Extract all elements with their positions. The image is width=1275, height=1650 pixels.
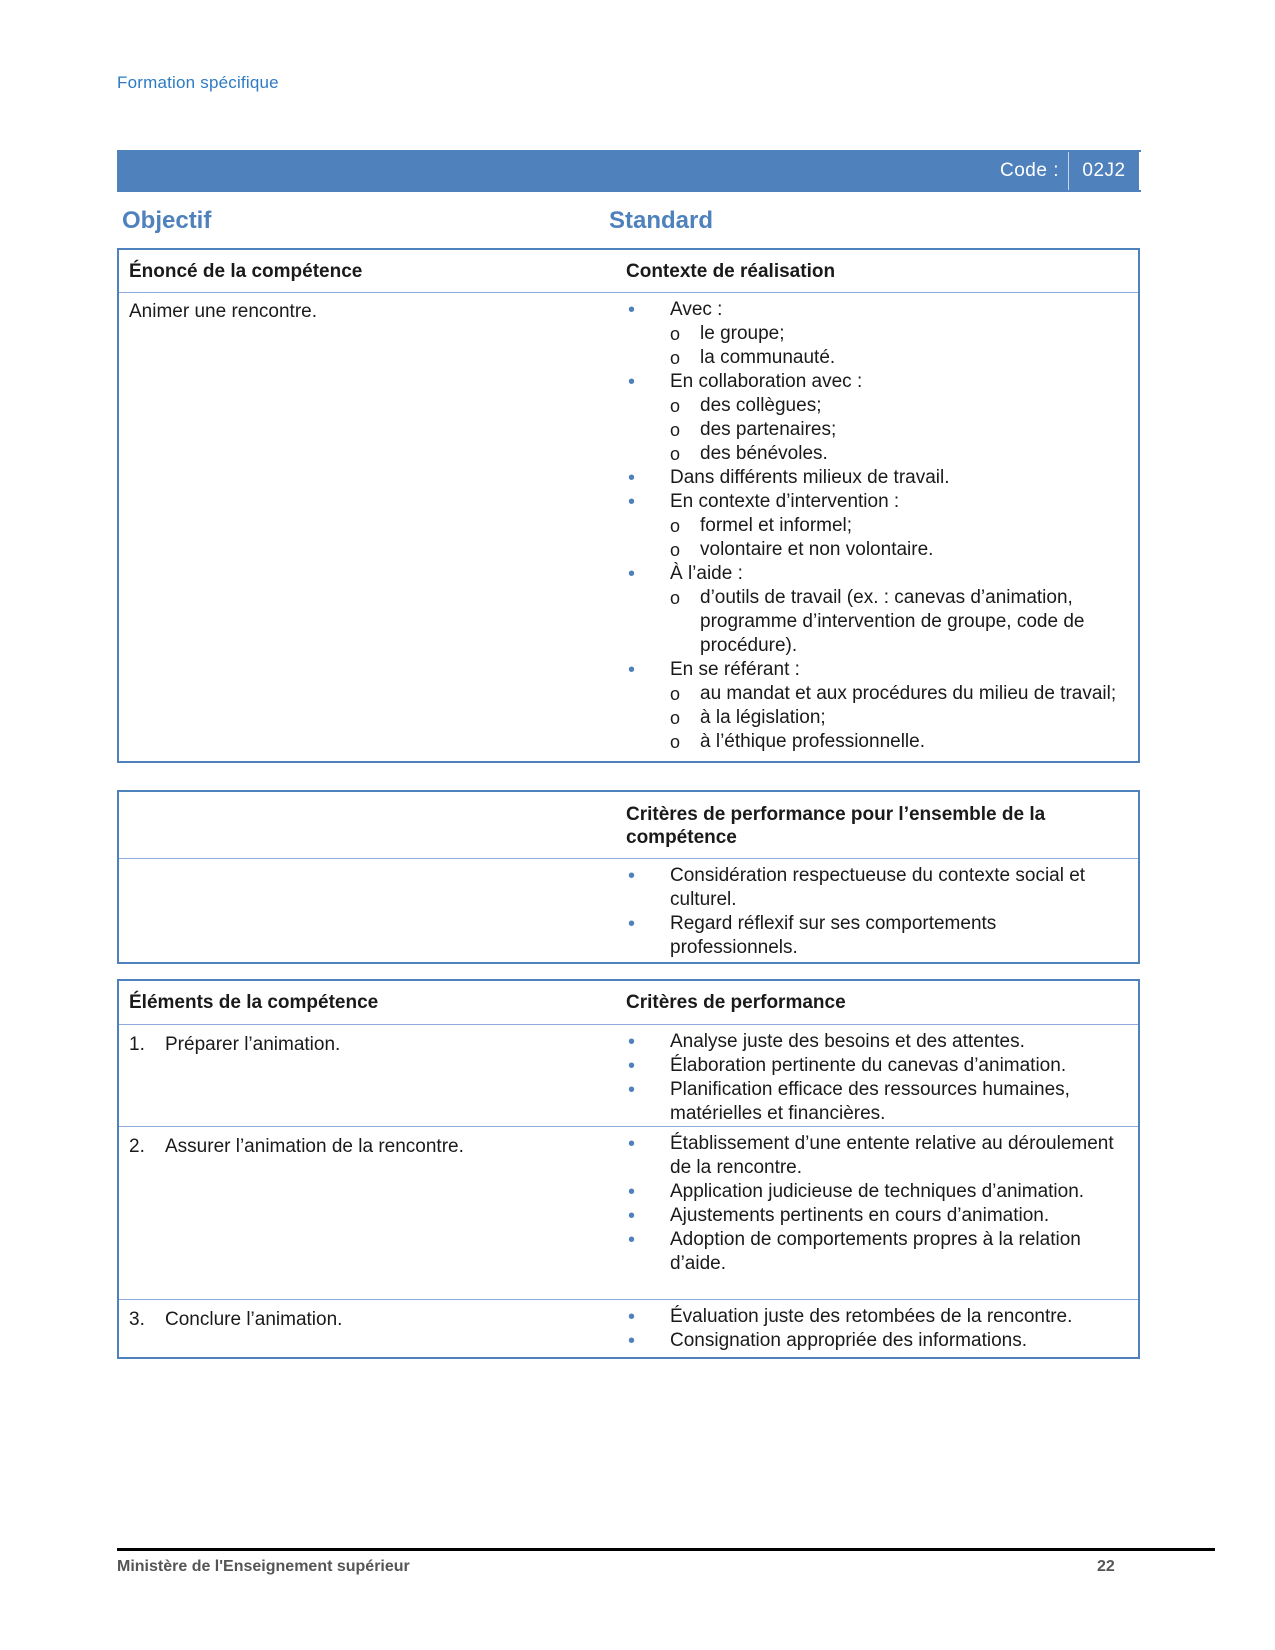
overall-criteria-body <box>119 858 1138 962</box>
context-item-text: En se référant : <box>670 659 800 680</box>
element-cell <box>119 1025 616 1126</box>
context-subitem: o des partenaires; <box>670 418 1128 442</box>
criterion: • Application judicieuse de techniques d’animation. <box>626 1180 1128 1204</box>
competence-table-body <box>119 292 1138 761</box>
element-number: 1. <box>129 1034 145 1055</box>
elements-table-header <box>119 981 1138 1024</box>
criterion: • Adoption de comportements propres à la relation d’aide. <box>626 1228 1128 1276</box>
competence-table-header <box>119 250 1138 292</box>
context-sublist <box>670 586 1128 658</box>
context-item-text: En collaboration avec : <box>670 371 863 392</box>
context-subitem: o volontaire et non volontaire. <box>670 538 1128 562</box>
context-item <box>626 562 1128 658</box>
overall-criterion: • Considération respectueuse du contexte social et culturel. <box>626 864 1128 912</box>
context-subitem: o formel et informel; <box>670 514 1128 538</box>
context-subitem: o à l’éthique professionnelle. <box>670 730 1128 754</box>
element-number: 2. <box>129 1136 145 1157</box>
criteria-cell <box>616 1025 1138 1126</box>
context-item <box>626 658 1128 754</box>
context-subitem: o d’outils de travail (ex. : canevas d’animation, programme d’intervention de groupe, code de procédure). <box>670 586 1128 658</box>
context-sublist <box>670 682 1128 754</box>
context-item-text: Dans différents milieux de travail. <box>670 467 950 488</box>
context-sublist <box>670 394 1128 466</box>
elements-rows <box>119 1024 1138 1357</box>
code-bar <box>117 150 1141 192</box>
context-item <box>626 370 1128 466</box>
criteria-cell <box>616 1300 1138 1357</box>
footer-ministry: Ministère de l'Enseignement supérieur <box>117 1558 410 1575</box>
context-header: Contexte de réalisation <box>626 261 836 282</box>
context-subitem: o des bénévoles. <box>670 442 1128 466</box>
criterion: • Analyse juste des besoins et des attentes. <box>626 1030 1128 1054</box>
section-title: Formation spécifique <box>117 73 279 92</box>
standard-heading: Standard <box>609 207 714 234</box>
empty-cell <box>119 859 616 962</box>
overall-criteria-list <box>626 864 1128 960</box>
context-item <box>626 466 1128 490</box>
criteria-list <box>626 1305 1128 1353</box>
overall-criteria-header-row <box>119 792 1138 858</box>
criteria-list <box>626 1132 1128 1276</box>
empty-cell <box>119 792 616 858</box>
overall-criteria-cell <box>616 859 1138 962</box>
element-cell <box>119 1300 616 1357</box>
context-subitem: o au mandat et aux procédures du milieu de travail; <box>670 682 1128 706</box>
element-item <box>129 1033 606 1057</box>
element-item <box>129 1135 606 1159</box>
element-row <box>119 1024 1138 1126</box>
context-item <box>626 298 1128 370</box>
element-text: Préparer l’animation. <box>165 1034 341 1055</box>
overall-criteria-header: Critères de performance pour l’ensemble de la compétence <box>626 804 1046 848</box>
statement-text: Animer une rencontre. <box>129 301 317 322</box>
context-sublist <box>670 514 1128 562</box>
code-value: 02J2 <box>1068 152 1141 190</box>
criterion: • Consignation appropriée des informations. <box>626 1329 1128 1353</box>
criterion: • Ajustements pertinents en cours d’animation. <box>626 1204 1128 1228</box>
criterion: • Évaluation juste des retombées de la rencontre. <box>626 1305 1128 1329</box>
context-item-text: Avec : <box>670 299 723 320</box>
elements-table <box>117 979 1140 1359</box>
element-item <box>129 1308 606 1332</box>
element-row <box>119 1299 1138 1357</box>
context-subitem: o à la législation; <box>670 706 1128 730</box>
overall-criterion: • Regard réflexif sur ses comportements professionnels. <box>626 912 1128 960</box>
context-list <box>626 298 1128 754</box>
objectif-heading: Objectif <box>122 207 212 234</box>
criteria-cell <box>616 1127 1138 1299</box>
criteria-list <box>626 1030 1128 1126</box>
context-subitem: o la communauté. <box>670 346 1128 370</box>
element-row <box>119 1126 1138 1299</box>
criterion: • Planification efficace des ressources humaines, matérielles et financières. <box>626 1078 1128 1126</box>
statement-header: Énoncé de la compétence <box>129 261 363 282</box>
elements-header: Éléments de la compétence <box>129 992 379 1013</box>
context-subitem: o des collègues; <box>670 394 1128 418</box>
context-item <box>626 490 1128 562</box>
footer-rule <box>117 1548 1215 1551</box>
criterion: • Élaboration pertinente du canevas d’animation. <box>626 1054 1128 1078</box>
context-item-text: À l’aide : <box>670 563 743 584</box>
element-cell <box>119 1127 616 1299</box>
context-item-text: En contexte d’intervention : <box>670 491 900 512</box>
criterion: • Établissement d’une entente relative au déroulement de la rencontre. <box>626 1132 1128 1180</box>
criteria-header: Critères de performance <box>626 992 846 1013</box>
element-text: Assurer l’animation de la rencontre. <box>165 1136 464 1157</box>
element-number: 3. <box>129 1309 145 1330</box>
context-cell <box>616 293 1138 761</box>
code-label: Code : <box>1000 160 1059 181</box>
overall-criteria-table <box>117 790 1140 964</box>
competence-table <box>117 248 1140 763</box>
context-subitem: o le groupe; <box>670 322 1128 346</box>
element-text: Conclure l’animation. <box>165 1309 343 1330</box>
context-sublist <box>670 322 1128 370</box>
page-number: 22 <box>1097 1558 1115 1575</box>
